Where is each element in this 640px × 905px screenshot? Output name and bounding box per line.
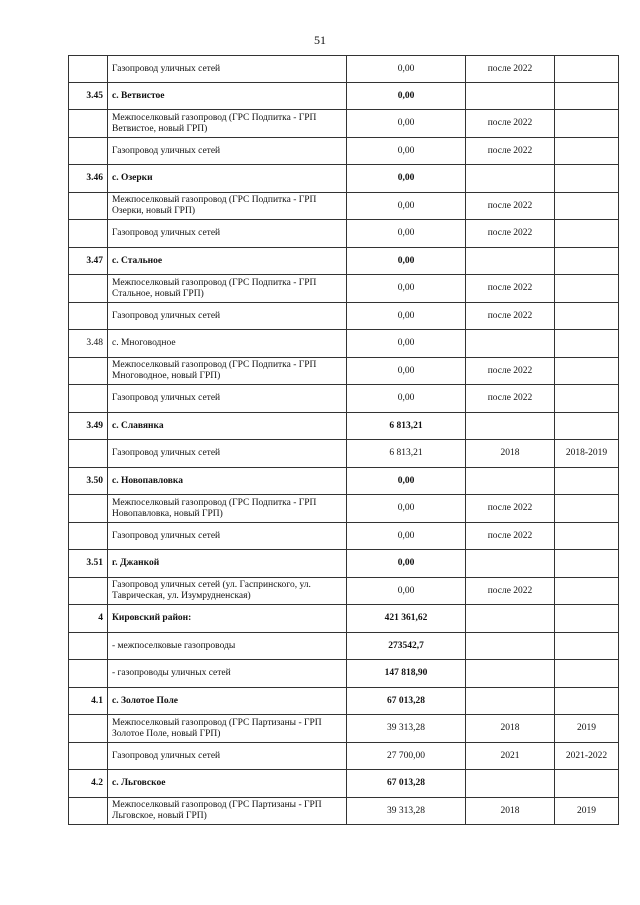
row-year-build	[555, 193, 619, 220]
row-name: Газопровод уличных сетей	[108, 138, 347, 165]
row-name: с. Стальное	[108, 248, 347, 275]
row-year-design: после 2022	[466, 56, 555, 83]
row-name: с. Золотое Поле	[108, 688, 347, 715]
row-name: с. Озерки	[108, 165, 347, 193]
table-row	[69, 660, 619, 688]
row-year-build	[555, 770, 619, 798]
row-cost: 0,00	[347, 495, 466, 523]
row-cost: 0,00	[347, 110, 466, 138]
row-name: Газопровод уличных сетей (ул. Гаспринского, ул. Таврическая, ул. Изумрудненская)	[108, 578, 347, 605]
row-year-build	[555, 110, 619, 138]
table-row	[69, 275, 619, 303]
row-number	[69, 633, 108, 660]
row-number: 3.46	[69, 165, 108, 193]
row-year-design	[466, 248, 555, 275]
row-year-build	[555, 578, 619, 605]
row-year-design	[466, 660, 555, 688]
row-number	[69, 303, 108, 330]
table-row	[69, 770, 619, 798]
table-row	[69, 138, 619, 165]
row-year-design: после 2022	[466, 138, 555, 165]
row-year-build	[555, 83, 619, 110]
row-number: 3.47	[69, 248, 108, 275]
row-name: Газопровод уличных сетей	[108, 220, 347, 248]
row-cost: 6 813,21	[347, 440, 466, 468]
row-name: с. Славянка	[108, 413, 347, 440]
row-number	[69, 138, 108, 165]
row-year-design: после 2022	[466, 578, 555, 605]
table-row	[69, 413, 619, 440]
row-year-build	[555, 248, 619, 275]
table-row	[69, 220, 619, 248]
table-row	[69, 578, 619, 605]
row-cost: 0,00	[347, 193, 466, 220]
row-number	[69, 193, 108, 220]
table-row	[69, 605, 619, 633]
row-year-build	[555, 275, 619, 303]
row-year-build	[555, 330, 619, 358]
row-year-build	[555, 138, 619, 165]
row-year-build	[555, 303, 619, 330]
row-number	[69, 578, 108, 605]
row-year-build	[555, 605, 619, 633]
row-year-design: после 2022	[466, 523, 555, 550]
row-year-build	[555, 660, 619, 688]
row-name: Газопровод уличных сетей	[108, 56, 347, 83]
row-name: с. Льговское	[108, 770, 347, 798]
row-year-design: после 2022	[466, 303, 555, 330]
row-number: 3.50	[69, 468, 108, 495]
row-cost: 0,00	[347, 578, 466, 605]
row-name: Межпоселковый газопровод (ГРС Подпитка - ГРП Стальное, новый ГРП)	[108, 275, 347, 303]
row-cost: 0,00	[347, 165, 466, 193]
row-year-build	[555, 165, 619, 193]
table-row	[69, 358, 619, 385]
row-cost: 0,00	[347, 385, 466, 413]
row-year-design: после 2022	[466, 385, 555, 413]
table-row	[69, 440, 619, 468]
row-year-design	[466, 330, 555, 358]
row-number	[69, 358, 108, 385]
row-cost: 0,00	[347, 303, 466, 330]
table-body	[69, 56, 619, 825]
row-year-design	[466, 413, 555, 440]
row-number	[69, 660, 108, 688]
table-row	[69, 303, 619, 330]
row-name: Газопровод уличных сетей	[108, 385, 347, 413]
row-year-build: 2021-2022	[555, 743, 619, 770]
row-cost: 0,00	[347, 468, 466, 495]
row-number	[69, 743, 108, 770]
row-number	[69, 56, 108, 83]
table-row	[69, 523, 619, 550]
row-year-build	[555, 633, 619, 660]
row-name: Кировский район:	[108, 605, 347, 633]
table-row	[69, 193, 619, 220]
row-cost: 0,00	[347, 138, 466, 165]
row-number	[69, 275, 108, 303]
row-year-build: 2018-2019	[555, 440, 619, 468]
row-cost: 273542,7	[347, 633, 466, 660]
row-cost: 0,00	[347, 330, 466, 358]
row-year-design: 2018	[466, 715, 555, 743]
row-number: 3.45	[69, 83, 108, 110]
row-cost: 421 361,62	[347, 605, 466, 633]
row-year-build	[555, 385, 619, 413]
row-year-design: 2021	[466, 743, 555, 770]
row-name: Межпоселковый газопровод (ГРС Подпитка - ГРП Ветвистое, новый ГРП)	[108, 110, 347, 138]
row-year-design: 2018	[466, 440, 555, 468]
row-year-build	[555, 495, 619, 523]
row-year-design: после 2022	[466, 495, 555, 523]
row-year-design	[466, 633, 555, 660]
row-name: Межпоселковый газопровод (ГРС Подпитка - ГРП Новопавловка, новый ГРП)	[108, 495, 347, 523]
row-year-build: 2019	[555, 798, 619, 825]
row-year-build	[555, 550, 619, 578]
row-year-design	[466, 770, 555, 798]
row-year-design	[466, 468, 555, 495]
row-name: г. Джанкой	[108, 550, 347, 578]
row-name: с. Ветвистое	[108, 83, 347, 110]
row-number	[69, 715, 108, 743]
row-name: с. Многоводное	[108, 330, 347, 358]
table-row	[69, 330, 619, 358]
row-number	[69, 523, 108, 550]
row-number	[69, 220, 108, 248]
row-number	[69, 385, 108, 413]
row-number	[69, 110, 108, 138]
row-number	[69, 440, 108, 468]
row-number	[69, 798, 108, 825]
table-row	[69, 248, 619, 275]
row-cost: 0,00	[347, 358, 466, 385]
row-year-design	[466, 83, 555, 110]
row-year-build	[555, 56, 619, 83]
row-year-design: после 2022	[466, 193, 555, 220]
table-row	[69, 798, 619, 825]
row-number: 3.51	[69, 550, 108, 578]
row-number: 4.1	[69, 688, 108, 715]
row-name: Газопровод уличных сетей	[108, 303, 347, 330]
row-cost: 0,00	[347, 275, 466, 303]
table-row	[69, 83, 619, 110]
row-year-build	[555, 220, 619, 248]
row-name: - газопроводы уличных сетей	[108, 660, 347, 688]
row-name: с. Новопавловка	[108, 468, 347, 495]
row-year-build	[555, 523, 619, 550]
row-cost: 0,00	[347, 220, 466, 248]
row-year-design	[466, 165, 555, 193]
row-cost: 39 313,28	[347, 798, 466, 825]
table-row	[69, 688, 619, 715]
row-number: 3.49	[69, 413, 108, 440]
row-cost: 0,00	[347, 83, 466, 110]
row-cost: 0,00	[347, 56, 466, 83]
row-number: 4	[69, 605, 108, 633]
row-cost: 67 013,28	[347, 770, 466, 798]
row-year-design: после 2022	[466, 220, 555, 248]
row-cost: 147 818,90	[347, 660, 466, 688]
row-number	[69, 495, 108, 523]
row-cost: 0,00	[347, 550, 466, 578]
row-year-design	[466, 605, 555, 633]
row-name: Газопровод уличных сетей	[108, 743, 347, 770]
row-number: 3.48	[69, 330, 108, 358]
table-row	[69, 385, 619, 413]
row-name: Газопровод уличных сетей	[108, 523, 347, 550]
row-name: Газопровод уличных сетей	[108, 440, 347, 468]
row-year-build	[555, 413, 619, 440]
table-row	[69, 550, 619, 578]
row-year-design: после 2022	[466, 358, 555, 385]
row-cost: 0,00	[347, 248, 466, 275]
row-name: Межпоселковый газопровод (ГРС Подпитка - ГРП Озерки, новый ГРП)	[108, 193, 347, 220]
row-number: 4.2	[69, 770, 108, 798]
table-row	[69, 165, 619, 193]
table-row	[69, 633, 619, 660]
row-cost: 27 700,00	[347, 743, 466, 770]
gas-pipeline-table	[68, 55, 619, 825]
row-cost: 39 313,28	[347, 715, 466, 743]
row-year-build	[555, 468, 619, 495]
row-name: Межпоселковый газопровод (ГРС Партизаны - ГРП Льговское, новый ГРП)	[108, 798, 347, 825]
row-name: - межпоселковые газопроводы	[108, 633, 347, 660]
page-number: 51	[314, 33, 326, 47]
row-year-build: 2019	[555, 715, 619, 743]
row-cost: 0,00	[347, 523, 466, 550]
row-name: Межпоселковый газопровод (ГРС Подпитка - ГРП Многоводное, новый ГРП)	[108, 358, 347, 385]
table-row	[69, 468, 619, 495]
table-row	[69, 495, 619, 523]
table-row	[69, 715, 619, 743]
row-year-design	[466, 550, 555, 578]
row-name: Межпоселковый газопровод (ГРС Партизаны - ГРП Золотое Поле, новый ГРП)	[108, 715, 347, 743]
row-year-build	[555, 688, 619, 715]
row-cost: 67 013,28	[347, 688, 466, 715]
row-cost: 6 813,21	[347, 413, 466, 440]
row-year-build	[555, 358, 619, 385]
row-year-design: после 2022	[466, 110, 555, 138]
table-row	[69, 110, 619, 138]
row-year-design: после 2022	[466, 275, 555, 303]
table-row	[69, 743, 619, 770]
row-year-design: 2018	[466, 798, 555, 825]
table-row	[69, 56, 619, 83]
row-year-design	[466, 688, 555, 715]
